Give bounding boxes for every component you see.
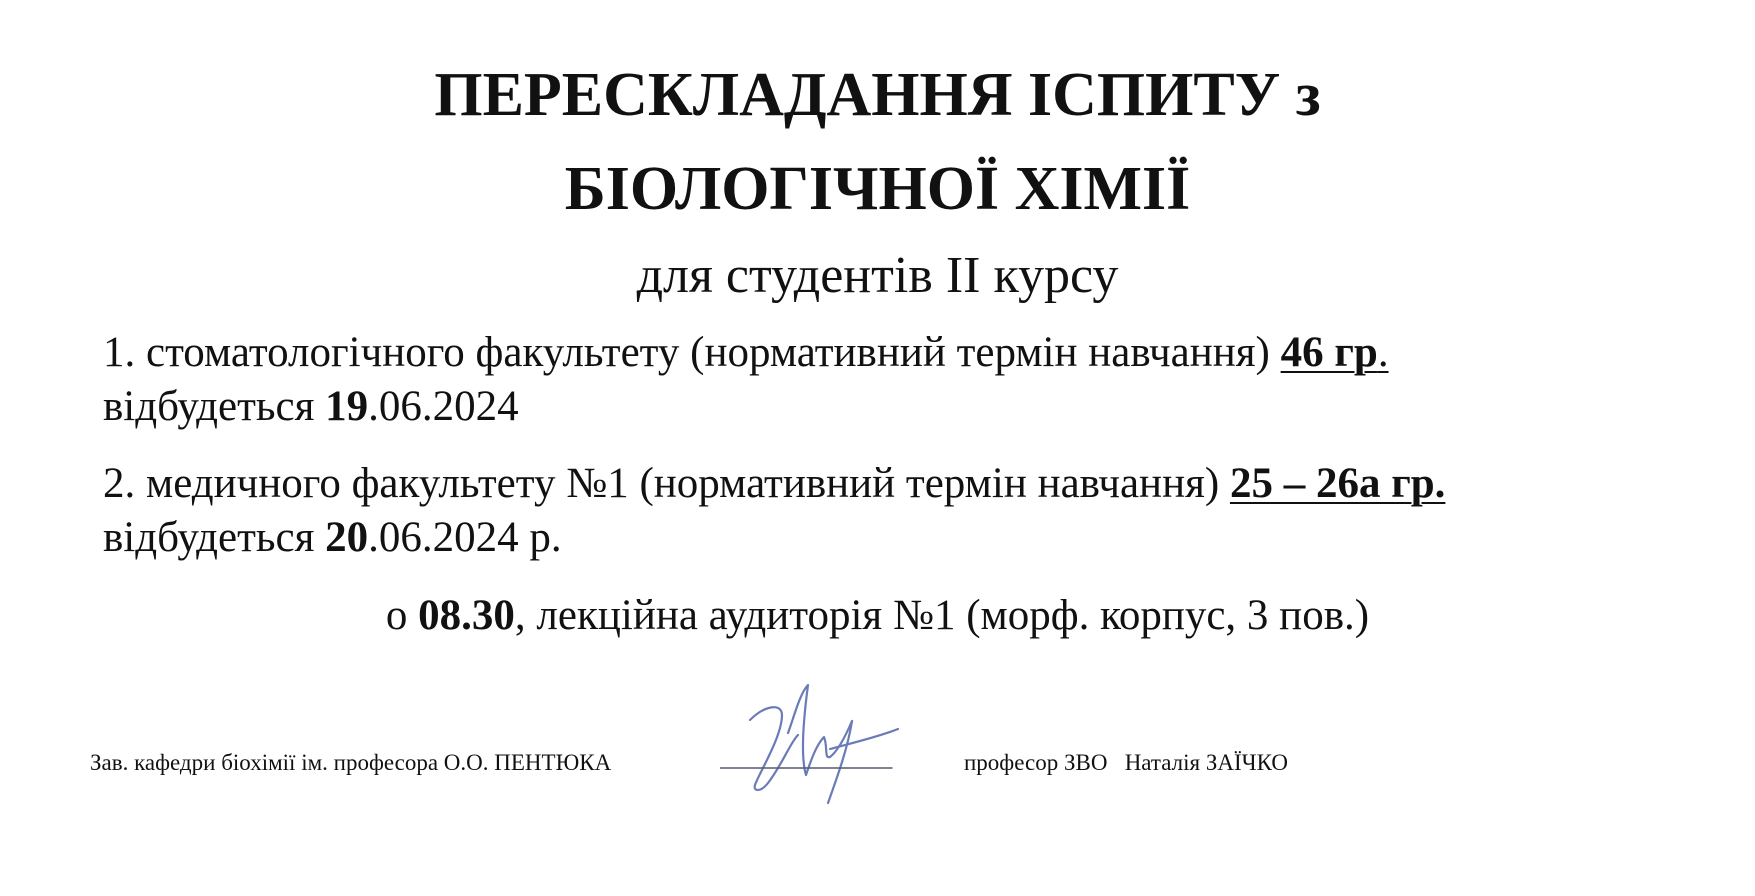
signature-stroke-4: [830, 729, 898, 749]
signature-icon: [720, 675, 920, 810]
signature-stroke-1: [750, 707, 798, 790]
item-1-date-prefix: відбудеться: [103, 383, 326, 430]
item-2-faculty: 2. медичного факультету №1 (нормативний термін навчання): [103, 460, 1230, 507]
item-1-date-day: 19: [325, 383, 369, 430]
item-1-line-2: [103, 385, 519, 428]
footer-position: Зав. кафедри біохімії ім. професора О.О. ПЕНТЮКА: [90, 750, 612, 775]
item-1-date-rest: .06.2024: [368, 383, 519, 430]
audience-line: для студентів ІІ курсу: [636, 247, 1119, 304]
item-2-line-1: [103, 462, 1445, 505]
location-line: [0, 594, 1755, 637]
page-title-line-2: БІОЛОГІЧНОЇ ХІМІЇ: [564, 155, 1191, 223]
location-time: 08.30: [418, 592, 515, 639]
item-2-date-prefix: відбудеться: [103, 514, 326, 561]
location-rest: , лекційна аудиторія №1 (морф. корпус, 3 пов.): [514, 592, 1370, 639]
item-1-group: 46 гр: [1280, 329, 1378, 376]
footer-name: Наталія ЗАЇЧКО: [1124, 750, 1288, 775]
signature-stroke-3: [828, 721, 852, 803]
page-title-line-1: ПЕРЕСКЛАДАННЯ ІСПИТУ з: [434, 61, 1321, 129]
location-prefix: о: [385, 592, 419, 639]
item-2-group: 25 – 26а гр.: [1229, 460, 1446, 507]
item-2-date-day: 20: [325, 514, 369, 561]
footer-signatory: [964, 751, 1288, 774]
footer-title: професор ЗВО: [964, 750, 1108, 775]
item-1-line-1: [103, 331, 1389, 374]
item-2-date-rest: .06.2024 р.: [368, 514, 562, 561]
item-2-line-2: [103, 516, 562, 559]
item-1-group-suffix: .: [1377, 329, 1389, 376]
item-1-faculty: 1. стоматологічного факультету (нормативний термін навчання): [103, 329, 1281, 376]
